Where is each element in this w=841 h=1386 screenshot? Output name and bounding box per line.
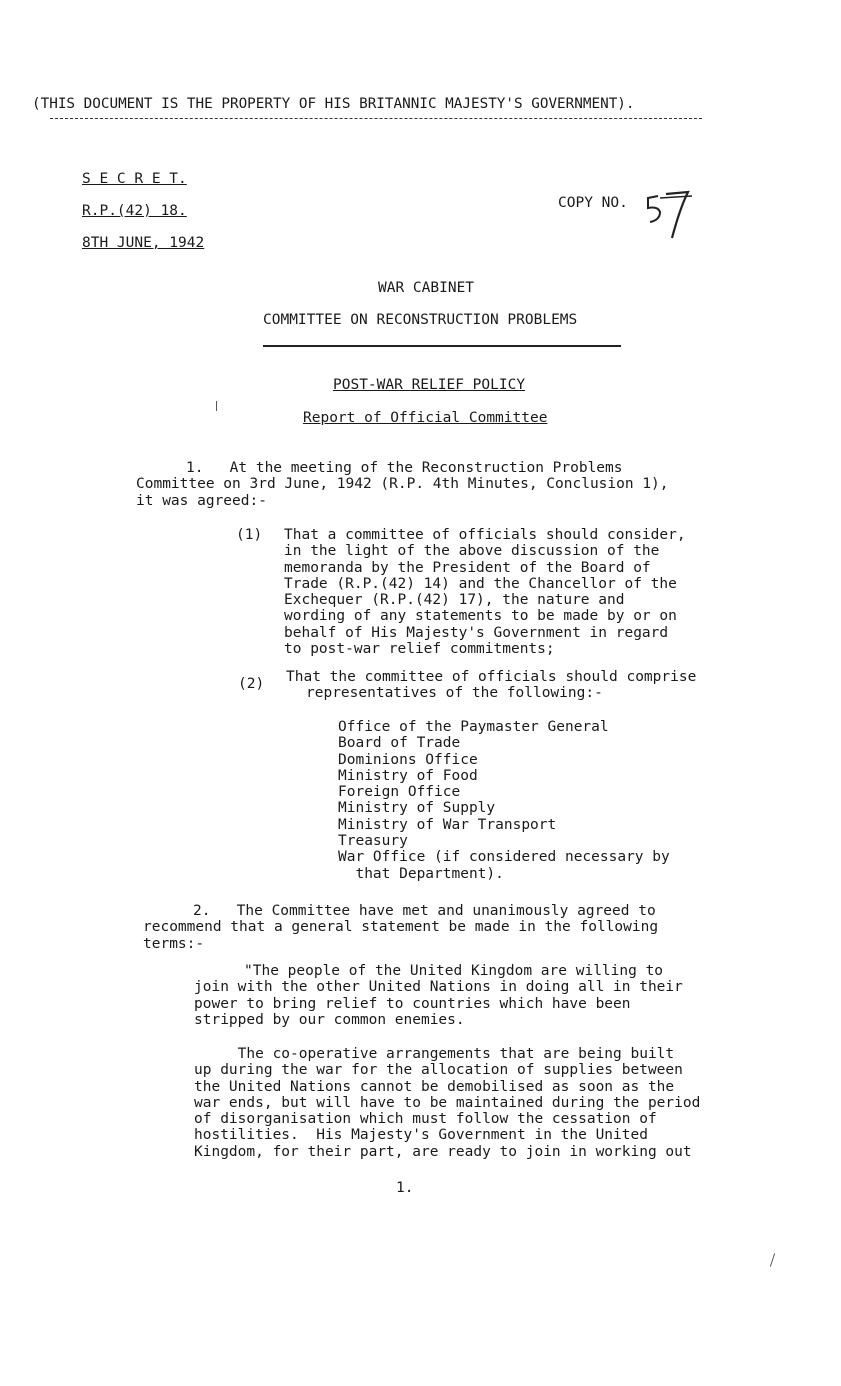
committee-heading: COMMITTEE ON RECONSTRUCTION PROBLEMS [263,312,578,328]
quoted-statement-1 [194,963,683,1028]
report-heading: Report of Official Committee [303,410,548,426]
paragraph-1-line: it was agreed:- [136,492,267,509]
department-item: Treasury [338,833,408,850]
paragraph-1 [136,460,669,509]
quote-line: the United Nations cannot be demobilised as soon as the [194,1078,675,1095]
department-item: Dominions Office [338,751,478,768]
document-date: 8TH JUNE, 1942 [82,235,205,251]
item-1-line: wording of any statements to be made by or on [284,608,677,625]
department-item: Ministry of Supply [338,800,496,817]
paragraph-2-line: recommend that a general statement be made in the following [143,919,659,936]
item-2-number: (2) [238,676,265,692]
department-item: Board of Trade [338,735,461,752]
quote-line: Kingdom, for their part, are ready to join in working out [194,1143,692,1160]
paragraph-2 [143,903,658,952]
quote-line: up during the war for the allocation of supplies between [194,1062,683,1079]
quote-line: power to bring relief to countries which have been [194,995,631,1012]
cabinet-heading: WAR CABINET [378,280,475,296]
paper-mark [216,401,217,411]
department-list [338,719,670,882]
item-1-line: in the light of the above discussion of the [284,543,660,560]
item-1-line: That a committee of officials should consider, [284,527,686,543]
item-1-line: to post-war relief commitments; [284,641,555,658]
paragraph-2-line: 2. The Committee have met and unanimously agreed to [193,903,656,919]
quoted-statement-2 [194,1046,700,1160]
paragraph-1-line: 1. At the meeting of the Reconstruction Problems [186,460,623,476]
subject-heading: POST-WAR RELIEF POLICY [333,377,526,393]
reference-number: R.P.(42) 18. [82,203,187,219]
copy-label: COPY NO. [558,195,628,211]
quote-line: join with the other United Nations in doing all in their [194,979,683,996]
quote-line: of disorganisation which must follow the cessation of [194,1111,657,1128]
paragraph-2-line: terms:- [143,935,205,952]
quote-line: stripped by our common enemies. [194,1011,465,1028]
department-item: Ministry of Food [338,767,478,784]
quote-line: hostilities. His Majesty's Government in the United [194,1127,648,1144]
department-item: Foreign Office [338,784,461,801]
handwritten-copy-number [646,188,694,242]
paragraph-1-line: Committee on 3rd June, 1942 (R.P. 4th Minutes, Conclusion 1), [136,476,669,493]
paper-mark [770,1253,775,1267]
item-1-number: (1) [236,527,263,543]
department-item: that Department). [338,865,504,882]
department-item: Ministry of War Transport [338,816,557,833]
department-item: War Office (if considered necessary by [338,849,670,866]
item-1-line: memoranda by the President of the Board of [284,559,651,576]
classification: S E C R E T. [82,171,187,187]
quote-line: "The people of the United Kingdom are willing to [244,963,664,979]
quote-line: The co-operative arrangements that are being built [194,1046,675,1062]
page-number: 1. [396,1180,414,1196]
item-1-text [284,527,686,657]
department-item: Office of the Paymaster General [338,719,609,735]
item-2-line: That the committee of officials should comprise [286,669,697,685]
dashed-divider [50,118,702,119]
item-1-line: Exchequer (R.P.(42) 17), the nature and [284,592,625,609]
item-1-line: Trade (R.P.(42) 14) and the Chancellor of the [284,575,677,592]
heading-rule [263,345,621,347]
item-2-line: representatives of the following:- [306,685,603,702]
quote-line: war ends, but will have to be maintained during the period [194,1094,701,1111]
item-2-text [286,669,696,702]
item-1-line: behalf of His Majesty's Government in regard [284,624,669,641]
property-notice: (THIS DOCUMENT IS THE PROPERTY OF HIS BRITANNIC MAJESTY'S GOVERNMENT). [32,96,635,112]
